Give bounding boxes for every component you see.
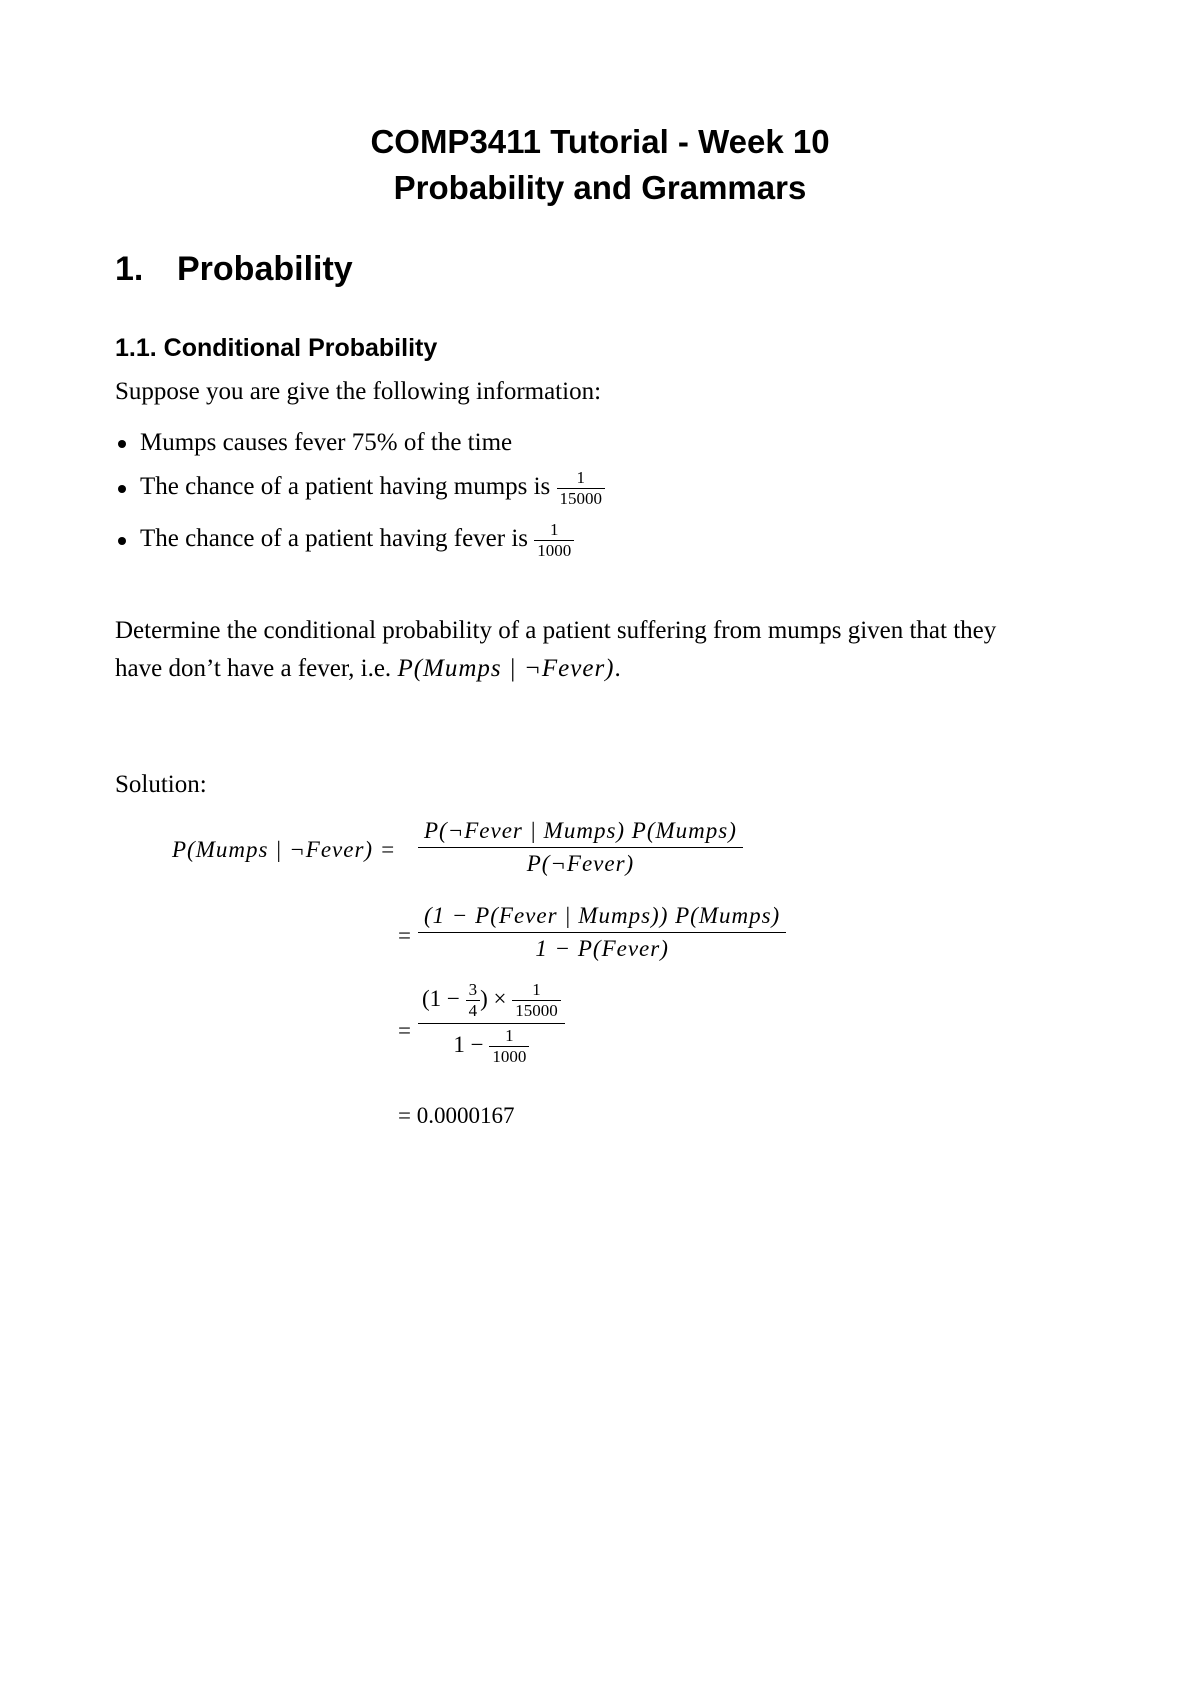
bullet-item-2 — [118, 468, 605, 509]
fraction-fever-prior: $\frac{1}{1000}$ — [534, 520, 574, 561]
question-line-2: have don’t have a fever, i.e. P(Mumps | ¬Fever). — [115, 655, 621, 682]
section-heading — [115, 250, 353, 289]
equation-lhs: P(Mumps | ¬Fever) = — [172, 837, 397, 862]
solution-label: Solution: — [115, 771, 207, 798]
section-title: Probability — [177, 250, 353, 288]
question-paragraph — [115, 612, 1095, 688]
bullet-item-3 — [118, 520, 574, 561]
intro-paragraph: Suppose you are give the following information: — [115, 378, 602, 405]
fraction-one-over-1000: $\frac{1}{1000}$ — [489, 1026, 529, 1067]
document-title-line-2: Probability and Grammars — [393, 169, 807, 206]
bullet-item-1 — [118, 429, 512, 457]
subsection-heading: 1.1. Conditional Probability — [115, 334, 438, 362]
equation-row-1 — [418, 815, 743, 880]
bullet-text: The chance of a patient having fever is — [140, 525, 529, 553]
equals-sign-3: = — [398, 1018, 411, 1043]
section-number: 1. — [115, 250, 144, 288]
fraction-three-quarters: $\frac{3}{4}$ — [466, 980, 481, 1021]
fraction-one-over-15000: $\frac{1}{15000}$ — [512, 980, 561, 1021]
equation-row-3 — [418, 980, 565, 1067]
fraction-complement: $\frac{\text{(1 − P(Fever | Mumps)) P(Mumps)}}{\text{1 − P(Fever)}}$ — [418, 900, 786, 965]
equals-sign-2: = — [398, 923, 411, 948]
question-math: P(Mumps | ¬Fever) — [397, 655, 615, 682]
fraction-numeric: (1 − $\frac{3}{4}$ ) × $\frac{1}{15000}$ 1 − $\frac{1}{1000}$ — [418, 980, 565, 1067]
bullet-dot — [118, 440, 126, 448]
bullet-text: Mumps causes fever 75% of the time — [140, 429, 513, 456]
question-line-1: Determine the conditional probability of a patient suffering from mumps given that they — [115, 617, 997, 644]
equation-row-2 — [418, 900, 786, 965]
equation-result: = 0.0000167 — [398, 1103, 515, 1128]
bullet-dot — [118, 537, 126, 545]
document-title-line-1: COMP3411 Tutorial - Week 10 — [370, 123, 830, 160]
fraction-bayes: $\frac{\text{P(¬Fever | Mumps) P(Mumps)}}{\text{P(¬Fever)}}$ — [418, 815, 743, 880]
bullet-text: The chance of a patient having mumps is — [140, 473, 551, 501]
fraction-mumps-prior: $\frac{1}{15000}$ — [557, 468, 606, 509]
bullet-dot — [118, 485, 126, 493]
